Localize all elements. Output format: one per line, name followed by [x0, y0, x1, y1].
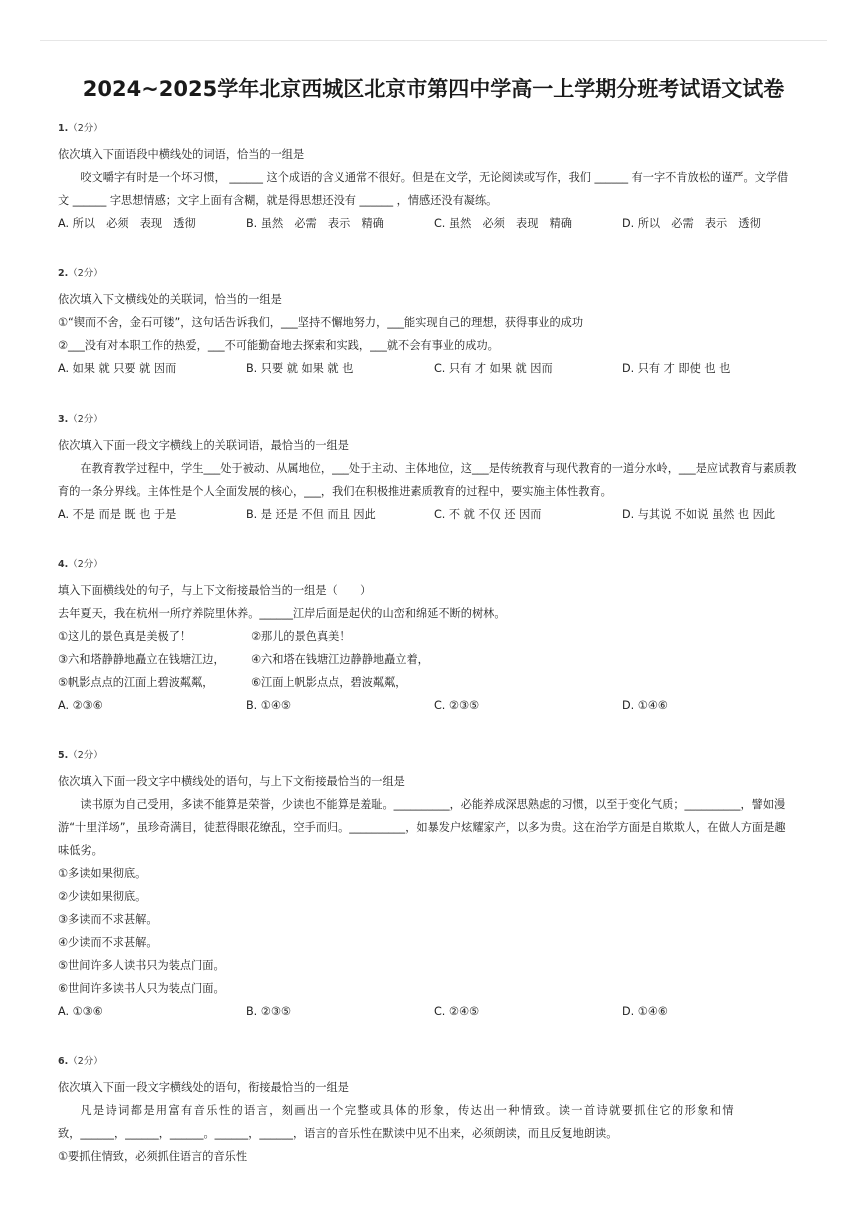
question-passage-line: 凡是诗词都是用富有音乐性的语言，刻画出一个完整或具体的形象，传达出一种情致。读一首诗就要抓住它的形象和情	[80, 1104, 735, 1117]
option-d[interactable]: D. 与其说 不如说 虽然 也 因此	[622, 508, 776, 521]
question-number: 4.	[58, 559, 69, 570]
question-number: 1.	[58, 123, 69, 134]
option-a[interactable]: A. ②③⑥	[58, 699, 103, 712]
question-number: 5.	[58, 750, 69, 761]
question-score: （2分）	[68, 414, 103, 425]
option-c[interactable]: C. 不 就 不仅 还 因而	[434, 508, 542, 521]
question-number: 6.	[58, 1056, 69, 1067]
option-d[interactable]: D. ①④⑥	[622, 699, 668, 712]
question-score: （2分）	[68, 123, 103, 134]
option-d[interactable]: D. ①④⑥	[622, 1005, 668, 1018]
question-2	[58, 266, 818, 380]
question-stem: 依次填入下面一段文字横线上的关联词语，最恰当的一组是	[58, 439, 349, 452]
question-passage-line: 致，______，______，______。______，______，语言的音乐性在默读中见不出来，必须朗读，而且反复地朗读。	[58, 1127, 618, 1140]
question-passage-line: ①“锲而不舍，金石可镂”，这句话告诉我们，___坚持不懈地努力，___能实现自己的理想，获得事业的成功	[58, 316, 584, 329]
question-number: 3.	[58, 414, 69, 425]
answer-options	[58, 503, 818, 526]
question-passage-line: 咬文嚼字有时是一个坏习惯， ______ 这个成语的含义通常不很好。但是在文学，无论阅读或写作，我们 ______ 有一字不肯放松的谨严。文学借	[80, 171, 789, 184]
question-header	[58, 748, 818, 764]
question-passage-line: ②___没有对本职工作的热爱，___不可能勤奋地去探索和实践，___就不会有事业的成功。	[58, 339, 499, 352]
page-title: 2024~2025学年北京西城区北京市第四中学高一上学期分班考试语文试卷	[82, 77, 785, 101]
option-c[interactable]: C. 虽然 必须 表现 精确	[434, 217, 572, 230]
question-passage-line: 读书原为自己受用，多读不能算是荣誉，少读也不能算是羞耻。__________，必能养成深思熟虑的习惯，以至于变化气质；__________，譬如漫	[80, 798, 786, 811]
question-passage-line: 去年夏天，我在杭州一所疗养院里休养。______江岸后面是起伏的山峦和绵延不断的树林。	[58, 607, 506, 620]
question-header	[58, 557, 818, 573]
sentence-item: ①多读如果彻底。	[58, 867, 147, 880]
question-score: （2分）	[68, 559, 103, 570]
question-header	[58, 1054, 818, 1070]
sentence-item: ⑤帆影点点的江面上碧波粼粼，	[58, 676, 214, 689]
option-a[interactable]: A. ①③⑥	[58, 1005, 103, 1018]
question-header	[58, 121, 818, 137]
question-stem: 依次填入下面一段文字横线处的语句，衔接最恰当的一组是	[58, 1081, 349, 1094]
sentence-pair	[58, 625, 818, 648]
question-stem: 依次填入下面语段中横线处的词语，恰当的一组是	[58, 148, 305, 161]
question-passage-line: 游“十里洋场”，虽珍奇满目，徒惹得眼花缭乱，空手而归。__________，如暴发户炫耀家产，以多为贵。这在治学方面是自欺欺人，在做人方面是趣	[58, 821, 786, 834]
option-b[interactable]: B. ①④⑤	[246, 699, 291, 712]
option-c[interactable]: C. ②④⑤	[434, 1005, 480, 1018]
sentence-pair	[58, 671, 818, 694]
question-5	[58, 748, 818, 1023]
sentence-item: ①这儿的景色真是美极了！	[58, 630, 192, 643]
answer-options	[58, 694, 818, 717]
option-b[interactable]: B. 只要 就 如果 就 也	[246, 362, 354, 375]
option-d[interactable]: D. 所以 必需 表示 透彻	[622, 217, 761, 230]
sentence-pair	[58, 648, 818, 671]
sentence-item: ②那儿的景色真美！	[251, 630, 351, 643]
answer-options	[58, 212, 818, 235]
question-header	[58, 412, 818, 428]
sentence-item: ③多读而不求甚解。	[58, 913, 158, 926]
option-c[interactable]: C. 只有 才 如果 就 因而	[434, 362, 553, 375]
question-number: 2.	[58, 268, 69, 279]
question-stem: 依次填入下文横线处的关联词，恰当的一组是	[58, 293, 282, 306]
question-passage-line: 育的一条分界线。主体性是个人全面发展的核心，___，我们在积极推进素质教育的过程中，要实施主体性教育。	[58, 485, 612, 498]
question-score: （2分）	[68, 268, 103, 279]
question-3	[58, 412, 818, 526]
sentence-item: ⑤世间许多人读书只为装点门面。	[58, 959, 225, 972]
question-passage-line: 文 ______ 字思想情感；文字上面有含糊，就是得思想还没有 ______ ，情感还没有凝练。	[58, 194, 498, 207]
option-d[interactable]: D. 只有 才 即使 也 也	[622, 362, 731, 375]
question-passage-line: 味低劣。	[58, 844, 103, 857]
question-score: （2分）	[68, 750, 103, 761]
question-header	[58, 266, 818, 282]
answer-options	[58, 1000, 818, 1023]
option-a[interactable]: A. 所以 必须 表现 透彻	[58, 217, 196, 230]
question-1	[58, 121, 818, 235]
sentence-item: ④六和塔在钱塘江边静静地矗立着，	[251, 653, 429, 666]
option-c[interactable]: C. ②③⑤	[434, 699, 480, 712]
sentence-item: ①要抓住情致，必须抓住语言的音乐性	[58, 1150, 248, 1163]
option-a[interactable]: A. 如果 就 只要 就 因而	[58, 362, 177, 375]
option-a[interactable]: A. 不是 而是 既 也 于是	[58, 508, 177, 521]
option-b[interactable]: B. 虽然 必需 表示 精确	[246, 217, 384, 230]
sentence-item: ②少读如果彻底。	[58, 890, 147, 903]
question-6	[58, 1054, 818, 1168]
option-b[interactable]: B. 是 还是 不但 而且 因此	[246, 508, 376, 521]
question-stem: 依次填入下面一段文字中横线处的语句，与上下文衔接最恰当的一组是	[58, 775, 405, 788]
sentence-item: ④少读而不求甚解。	[58, 936, 158, 949]
header-divider	[40, 40, 827, 41]
question-stem: 填入下面横线处的句子，与上下文衔接最恰当的一组是（ ）	[58, 584, 372, 597]
sentence-item: ⑥世间许多读书人只为装点门面。	[58, 982, 225, 995]
answer-options	[58, 357, 818, 380]
option-b[interactable]: B. ②③⑤	[246, 1005, 291, 1018]
sentence-item: ⑥江面上帆影点点，碧波粼粼，	[251, 676, 407, 689]
question-4	[58, 557, 818, 717]
question-passage-line: 在教育教学过程中，学生___处于被动、从属地位，___处于主动、主体地位，这___是传统教育与现代教育的一道分水岭，___是应试教育与素质教	[80, 462, 797, 475]
sentence-item: ③六和塔静静地矗立在钱塘江边，	[58, 653, 225, 666]
question-score: （2分）	[68, 1056, 103, 1067]
